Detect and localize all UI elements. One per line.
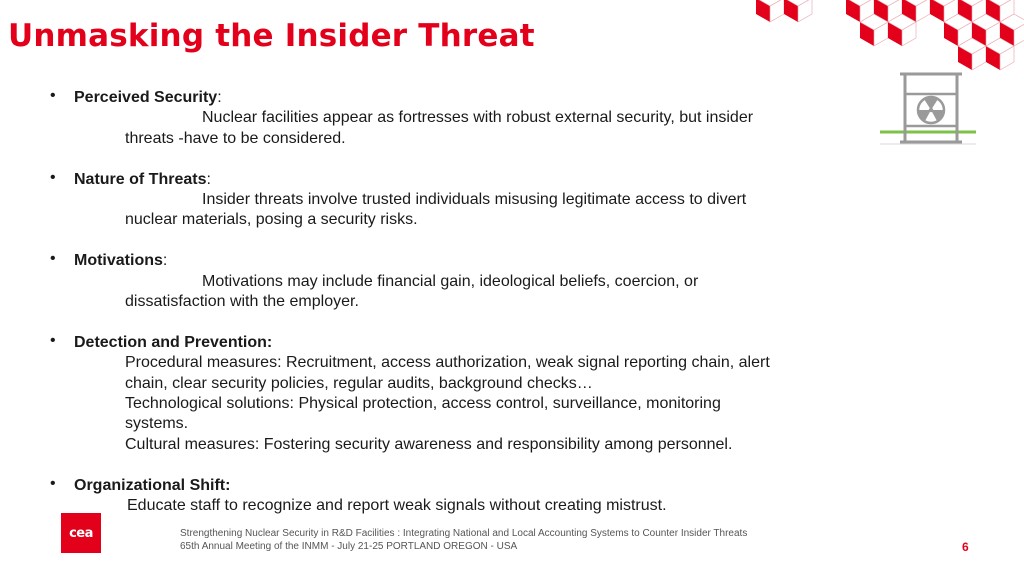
footer xyxy=(180,527,747,553)
bullet-heading: Motivations xyxy=(74,252,163,270)
heading-colon: : xyxy=(206,170,211,188)
bullet-text-line: Procedural measures: Recruitment, access authorization, weak signal reporting chain, alert xyxy=(125,354,770,372)
bullet-text-line: Educate staff to recognize and report weak signals without creating mistrust. xyxy=(127,497,667,515)
bullet-text-line: Technological solutions: Physical protection, access control, surveillance, monitoring xyxy=(125,395,721,413)
bullet-text-line: Nuclear facilities appear as fortresses with robust external security, but insider xyxy=(202,109,754,127)
nuclear-waste-barrel-icon xyxy=(878,70,978,150)
bullet-text-line: threats -have to be considered. xyxy=(125,129,346,147)
heading-colon: : xyxy=(217,89,222,106)
bullet-heading: • Organizational Shift: xyxy=(74,476,231,494)
cea-logo xyxy=(61,513,101,553)
bullet-detection-and-prevention xyxy=(50,333,830,455)
footer-title: Strengthening Nuclear Security in R&D Facilities : Integrating National and Local Accounting Systems to Counter Insider Threats xyxy=(180,528,748,539)
bullet-text-line: dissatisfaction with the employer. xyxy=(125,293,359,311)
bullet-heading: • Detection and Prevention: xyxy=(74,333,273,351)
bullet-nature-of-threats xyxy=(50,170,830,231)
slide-title: Unmasking the Insider Threat xyxy=(8,18,535,54)
bullet-heading: Perceived Security xyxy=(74,89,218,106)
bullet-text-line: chain, clear security policies, regular audits, background checks… xyxy=(125,374,593,392)
cube xyxy=(784,0,812,22)
bullet-text-line: Motivations may include financial gain, ideological beliefs, coercion, or xyxy=(202,272,699,290)
cube xyxy=(756,0,784,22)
bullet-text-line: Insider threats involve trusted individuals misusing legitimate access to divert xyxy=(202,191,747,209)
bullet-list xyxy=(50,88,830,537)
logo-text: cea xyxy=(69,525,93,541)
bullet-heading: Nature of Threats xyxy=(74,170,207,188)
bullet-organizational-shift xyxy=(50,476,830,517)
footer-event: 65th Annual Meeting of the INMM - July 21-25 PORTLAND OREGON - USA xyxy=(180,541,518,552)
bullet-text-line: systems. xyxy=(125,415,189,433)
bullet-text-line: nuclear materials, posing a security risks. xyxy=(125,211,418,229)
bullet-text-line: Cultural measures: Fostering security awareness and responsibility among personnel. xyxy=(125,435,733,453)
page-number: 6 xyxy=(962,540,969,554)
heading-colon: : xyxy=(162,252,168,270)
bullet-perceived-security xyxy=(50,88,830,149)
bullet-motivations xyxy=(50,251,830,312)
